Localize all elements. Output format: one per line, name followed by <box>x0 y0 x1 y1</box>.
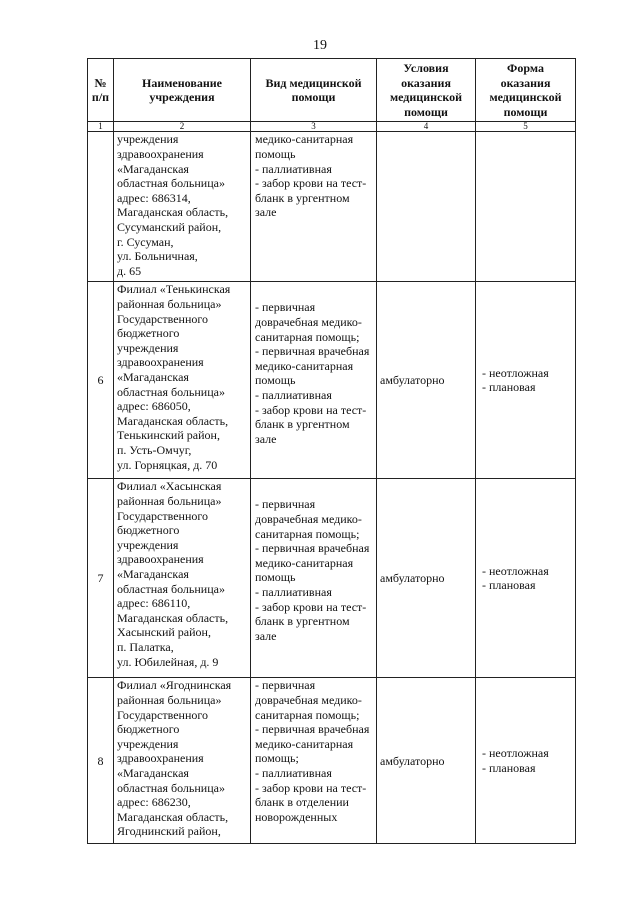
form-cell: - неотложная - плановая <box>476 678 576 844</box>
care-type-cell: - первичная доврачебная медико- санитарная помощь; - первичная врачебная медико-санитарная помощь - паллиативная - забор крови на тест- бланк в ургентном зале <box>251 479 377 678</box>
column-number: 2 <box>114 122 251 132</box>
header-number: № п/п <box>88 59 114 122</box>
column-number: 5 <box>476 122 576 132</box>
form-cell <box>476 132 576 282</box>
row-number <box>88 132 114 282</box>
row-number: 7 <box>88 479 114 678</box>
conditions-cell: амбулаторно <box>377 282 476 479</box>
institution-cell: Филиал «Хасынская районная больница» Государственного бюджетного учреждения здравоохранения «Магаданская областная больница» адрес: 686110, Магаданская область, Хасынский район, п. Палатка, ул. Юбилейная, д. 9 <box>114 479 251 678</box>
institution-cell: Филиал «Тенькинская районная больница» Государственного бюджетного учреждения здравоохранения «Магаданская областная больница» адрес: 686050, Магаданская область, Тенькинский район, п. Усть-Омчуг, ул. Горняцкая, д. 70 <box>114 282 251 479</box>
table-row <box>88 282 576 479</box>
column-number: 1 <box>88 122 114 132</box>
table-row <box>88 132 576 282</box>
header-form: Форма оказания медицинской помощи <box>476 59 576 122</box>
conditions-cell: амбулаторно <box>377 678 476 844</box>
header-conditions: Условия оказания медицинской помощи <box>377 59 476 122</box>
row-number: 6 <box>88 282 114 479</box>
form-cell: - неотложная - плановая <box>476 479 576 678</box>
care-type-cell: медико-санитарная помощь - паллиативная - забор крови на тест- бланк в ургентном зале <box>251 132 377 282</box>
column-number: 4 <box>377 122 476 132</box>
conditions-cell <box>377 132 476 282</box>
column-number: 3 <box>251 122 377 132</box>
row-number: 8 <box>88 678 114 844</box>
medical-institutions-table <box>87 58 576 844</box>
column-number-row <box>88 122 576 132</box>
header-row <box>88 59 576 122</box>
conditions-cell: амбулаторно <box>377 479 476 678</box>
table-row <box>88 479 576 678</box>
institution-cell: учреждения здравоохранения «Магаданская областная больница» адрес: 686314, Магаданская область, Сусуманский район, г. Сусуман, ул. Больничная, д. 65 <box>114 132 251 282</box>
header-institution: Наименование учреждения <box>114 59 251 122</box>
table-row <box>88 678 576 844</box>
care-type-cell: - первичная доврачебная медико- санитарная помощь; - первичная врачебная медико-санитарная помощь; - паллиативная - забор крови на тест- бланк в отделении новорожденных <box>251 678 377 844</box>
page-number: 19 <box>313 38 327 53</box>
header-care-type: Вид медицинской помощи <box>251 59 377 122</box>
form-cell: - неотложная - плановая <box>476 282 576 479</box>
care-type-cell: - первичная доврачебная медико- санитарная помощь; - первичная врачебная медико-санитарная помощь - паллиативная - забор крови на тест- бланк в ургентном зале <box>251 282 377 479</box>
institution-cell: Филиал «Ягоднинская районная больница» Государственного бюджетного учреждения здравоохранения «Магаданская областная больница» адрес: 686230, Магаданская область, Ягоднинский район, <box>114 678 251 844</box>
